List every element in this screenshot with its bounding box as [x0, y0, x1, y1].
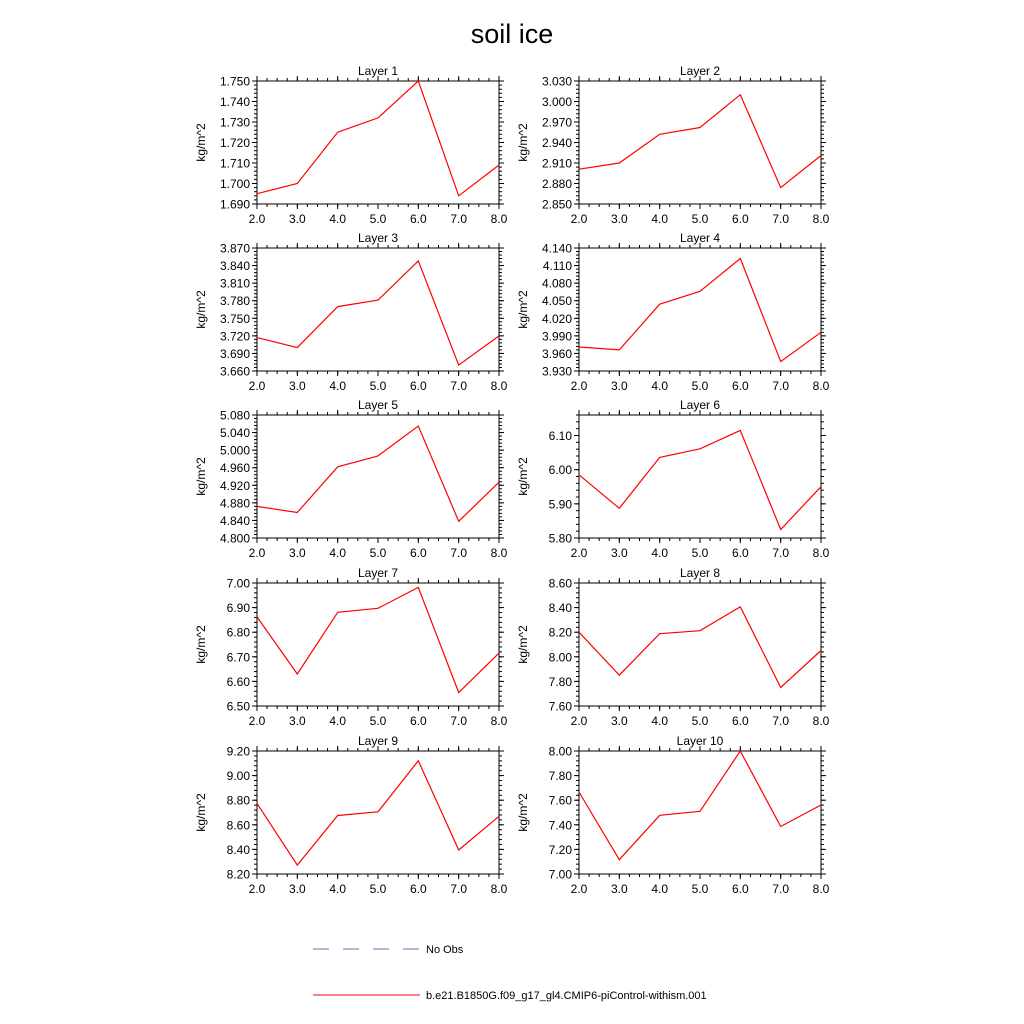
- x-tick-label: 6.0: [409, 546, 427, 560]
- x-tick-label: 3.0: [288, 882, 306, 896]
- y-tick-label: 3.720: [219, 329, 250, 344]
- x-tick-label: 8.0: [490, 212, 508, 226]
- series-line-layer-6: [579, 430, 821, 529]
- x-tick-label: 8.0: [812, 212, 830, 226]
- x-tick-label: 8.0: [490, 546, 508, 560]
- x-tick-label: 6.0: [409, 379, 427, 393]
- y-tick-label: 8.00: [548, 650, 572, 665]
- panel-title: Layer 6: [679, 398, 721, 412]
- y-tick-label: 8.00: [548, 744, 572, 759]
- y-tick-label: 1.720: [219, 136, 250, 150]
- y-tick-label: 2.940: [541, 136, 572, 150]
- legend-entry-model-run: [313, 990, 707, 1002]
- y-tick-label: 8.40: [548, 601, 572, 616]
- x-tick-label: 4.0: [329, 882, 347, 896]
- panel-title: Layer 5: [357, 398, 399, 412]
- figure-title: soil ice: [470, 19, 554, 49]
- x-tick-label: 7.0: [772, 546, 790, 560]
- series-line-layer-5: [257, 426, 499, 521]
- x-tick-label: 2.0: [570, 379, 588, 393]
- x-tick-label: 5.0: [691, 546, 709, 560]
- y-tick-label: 4.960: [219, 461, 250, 476]
- x-tick-label: 5.0: [691, 714, 709, 728]
- x-tick-label: 7.0: [450, 714, 468, 728]
- x-tick-label: 2.0: [248, 379, 266, 393]
- panel-title: Layer 4: [679, 231, 721, 245]
- y-tick-label: 2.850: [541, 197, 572, 212]
- y-tick-label: 5.000: [219, 443, 250, 458]
- y-tick-label: 4.800: [219, 531, 250, 546]
- x-tick-label: 2.0: [248, 212, 266, 226]
- x-tick-label: 2.0: [248, 714, 266, 728]
- x-tick-label: 3.0: [610, 882, 628, 896]
- series-line-layer-10: [579, 751, 821, 860]
- x-tick-label: 7.0: [450, 882, 468, 896]
- y-tick-label: 4.080: [541, 276, 572, 291]
- x-tick-label: 5.0: [369, 714, 387, 728]
- legend-entry-no-obs: [313, 944, 464, 956]
- x-tick-label: 5.0: [691, 379, 709, 393]
- plot-frame: [257, 751, 499, 874]
- y-tick-label: 6.60: [226, 674, 250, 689]
- y-tick-label: 3.000: [541, 95, 572, 109]
- x-tick-label: 2.0: [248, 546, 266, 560]
- x-tick-label: 5.0: [369, 546, 387, 560]
- x-tick-label: 4.0: [329, 714, 347, 728]
- y-axis-label: kg/m^2: [516, 625, 530, 664]
- panel-layer-5: [194, 398, 508, 560]
- x-tick-label: 5.0: [369, 212, 387, 226]
- x-tick-label: 2.0: [570, 546, 588, 560]
- plot-frame: [579, 81, 821, 204]
- y-tick-label: 3.810: [219, 276, 250, 291]
- x-tick-label: 7.0: [450, 546, 468, 560]
- x-tick-label: 4.0: [329, 546, 347, 560]
- y-tick-label: 7.60: [548, 699, 572, 714]
- series-line-layer-1: [257, 81, 499, 196]
- x-tick-label: 6.0: [731, 882, 749, 896]
- x-tick-label: 3.0: [288, 379, 306, 393]
- y-tick-label: 7.80: [548, 674, 572, 689]
- y-tick-label: 7.80: [548, 769, 572, 784]
- y-tick-label: 8.60: [226, 818, 250, 833]
- x-tick-label: 8.0: [812, 714, 830, 728]
- panel-title: Layer 3: [357, 231, 399, 245]
- x-tick-label: 5.0: [691, 882, 709, 896]
- x-tick-label: 6.0: [731, 714, 749, 728]
- x-tick-label: 7.0: [450, 212, 468, 226]
- y-tick-label: 3.750: [219, 311, 250, 326]
- y-tick-label: 4.840: [219, 513, 250, 528]
- x-tick-label: 4.0: [651, 714, 669, 728]
- y-tick-label: 6.70: [226, 650, 250, 665]
- panel-layer-10: [516, 734, 830, 896]
- panel-title: Layer 9: [357, 734, 399, 748]
- y-tick-label: 4.920: [219, 478, 250, 493]
- panel-title: Layer 8: [679, 566, 721, 580]
- panel-layer-3: [194, 231, 508, 393]
- y-tick-label: 1.700: [219, 177, 250, 191]
- x-tick-label: 5.0: [369, 882, 387, 896]
- x-tick-label: 7.0: [772, 212, 790, 226]
- plot-frame: [257, 583, 499, 706]
- y-tick-label: 5.040: [219, 426, 250, 441]
- y-tick-label: 5.90: [548, 497, 572, 512]
- x-tick-label: 4.0: [651, 212, 669, 226]
- x-tick-label: 4.0: [651, 882, 669, 896]
- x-tick-label: 4.0: [329, 212, 347, 226]
- panel-layer-7: [194, 566, 508, 728]
- y-tick-label: 3.870: [219, 241, 250, 256]
- y-tick-label: 7.40: [548, 818, 572, 833]
- x-tick-label: 8.0: [490, 379, 508, 393]
- series-line-layer-8: [579, 607, 821, 688]
- y-tick-label: 7.00: [226, 576, 250, 591]
- y-tick-label: 3.960: [541, 346, 572, 361]
- y-tick-label: 4.110: [542, 259, 572, 274]
- x-tick-label: 8.0: [490, 714, 508, 728]
- y-tick-label: 9.20: [226, 744, 250, 759]
- plot-frame: [257, 248, 499, 371]
- y-axis-label: kg/m^2: [516, 123, 530, 162]
- y-tick-label: 7.20: [548, 842, 572, 857]
- y-tick-label: 8.80: [226, 793, 250, 808]
- plot-frame: [257, 81, 499, 204]
- legend-label: b.e21.B1850G.f09_g17_gl4.CMIP6-piControl-withism.001: [426, 990, 707, 1002]
- x-tick-label: 6.0: [409, 714, 427, 728]
- panel-layer-6: [516, 398, 830, 560]
- y-tick-label: 7.60: [548, 793, 572, 808]
- y-tick-label: 9.00: [226, 769, 250, 784]
- y-axis-label: kg/m^2: [194, 457, 208, 496]
- series-line-layer-9: [257, 761, 499, 865]
- legend: [313, 944, 707, 1002]
- series-line-layer-4: [579, 259, 821, 362]
- y-tick-label: 6.00: [548, 463, 572, 478]
- panel-layer-2: [516, 64, 830, 226]
- x-tick-label: 2.0: [570, 714, 588, 728]
- y-tick-label: 6.10: [548, 429, 572, 443]
- x-tick-label: 3.0: [610, 212, 628, 226]
- x-tick-label: 4.0: [329, 379, 347, 393]
- y-tick-label: 8.20: [226, 867, 250, 882]
- plot-frame: [579, 248, 821, 371]
- panel-layer-8: [516, 566, 830, 728]
- panel-layer-1: [194, 64, 508, 226]
- y-tick-label: 3.780: [219, 294, 250, 309]
- x-tick-label: 3.0: [288, 212, 306, 226]
- panel-title: Layer 1: [357, 64, 399, 78]
- y-tick-label: 6.50: [226, 699, 250, 714]
- x-tick-label: 6.0: [731, 379, 749, 393]
- y-axis-label: kg/m^2: [194, 793, 208, 832]
- panel-grid: [194, 64, 830, 896]
- y-tick-label: 2.880: [541, 177, 572, 191]
- x-tick-label: 3.0: [610, 546, 628, 560]
- x-tick-label: 4.0: [651, 546, 669, 560]
- y-axis-label: kg/m^2: [516, 290, 530, 329]
- y-tick-label: 1.710: [219, 156, 250, 171]
- x-tick-label: 5.0: [691, 212, 709, 226]
- y-tick-label: 3.660: [219, 364, 250, 379]
- y-tick-label: 5.80: [548, 531, 572, 546]
- x-tick-label: 3.0: [288, 546, 306, 560]
- y-tick-label: 2.910: [541, 156, 572, 171]
- x-tick-label: 2.0: [570, 212, 588, 226]
- panel-title: Layer 2: [679, 64, 721, 78]
- y-tick-label: 1.730: [219, 115, 250, 130]
- y-tick-label: 3.990: [541, 329, 572, 344]
- x-tick-label: 4.0: [651, 379, 669, 393]
- y-tick-label: 2.970: [541, 115, 572, 130]
- x-tick-label: 2.0: [570, 882, 588, 896]
- x-tick-label: 6.0: [731, 546, 749, 560]
- panel-title: Layer 10: [676, 734, 724, 748]
- y-tick-label: 6.80: [226, 625, 250, 640]
- plot-frame: [579, 415, 821, 538]
- y-tick-label: 1.690: [219, 197, 250, 212]
- x-tick-label: 7.0: [772, 714, 790, 728]
- x-tick-label: 2.0: [248, 882, 266, 896]
- x-tick-label: 8.0: [812, 882, 830, 896]
- x-tick-label: 8.0: [812, 379, 830, 393]
- y-tick-label: 3.690: [219, 346, 250, 361]
- plot-frame: [579, 583, 821, 706]
- y-tick-label: 3.840: [219, 259, 250, 274]
- x-tick-label: 6.0: [409, 882, 427, 896]
- series-line-layer-3: [257, 261, 499, 365]
- y-tick-label: 4.050: [541, 294, 572, 309]
- y-axis-label: kg/m^2: [194, 625, 208, 664]
- y-tick-label: 4.880: [219, 496, 250, 511]
- plot-frame: [257, 415, 499, 538]
- series-line-layer-2: [579, 95, 821, 188]
- x-tick-label: 6.0: [731, 212, 749, 226]
- y-tick-label: 4.020: [541, 311, 572, 326]
- panel-title: Layer 7: [357, 566, 399, 580]
- x-tick-label: 7.0: [450, 379, 468, 393]
- x-tick-label: 3.0: [610, 379, 628, 393]
- y-axis-label: kg/m^2: [194, 123, 208, 162]
- y-tick-label: 1.750: [219, 74, 250, 89]
- y-tick-label: 6.90: [226, 601, 250, 616]
- x-tick-label: 7.0: [772, 379, 790, 393]
- plot-frame: [579, 751, 821, 874]
- y-axis-label: kg/m^2: [516, 793, 530, 832]
- y-tick-label: 1.740: [219, 95, 250, 109]
- y-tick-label: 7.00: [548, 867, 572, 882]
- x-tick-label: 8.0: [812, 546, 830, 560]
- series-line-layer-7: [257, 587, 499, 692]
- y-tick-label: 8.20: [548, 625, 572, 640]
- y-axis-label: kg/m^2: [516, 457, 530, 496]
- x-tick-label: 3.0: [288, 714, 306, 728]
- x-tick-label: 5.0: [369, 379, 387, 393]
- y-tick-label: 8.40: [226, 842, 250, 857]
- x-tick-label: 7.0: [772, 882, 790, 896]
- y-tick-label: 4.140: [541, 241, 572, 256]
- panel-layer-9: [194, 734, 508, 896]
- y-axis-label: kg/m^2: [194, 290, 208, 329]
- panel-layer-4: [516, 231, 830, 393]
- x-tick-label: 8.0: [490, 882, 508, 896]
- y-tick-label: 5.080: [219, 408, 250, 423]
- y-tick-label: 3.030: [541, 74, 572, 89]
- legend-label: No Obs: [426, 944, 464, 956]
- y-tick-label: 3.930: [541, 364, 572, 379]
- x-tick-label: 3.0: [610, 714, 628, 728]
- x-tick-label: 6.0: [409, 212, 427, 226]
- y-tick-label: 8.60: [548, 576, 572, 591]
